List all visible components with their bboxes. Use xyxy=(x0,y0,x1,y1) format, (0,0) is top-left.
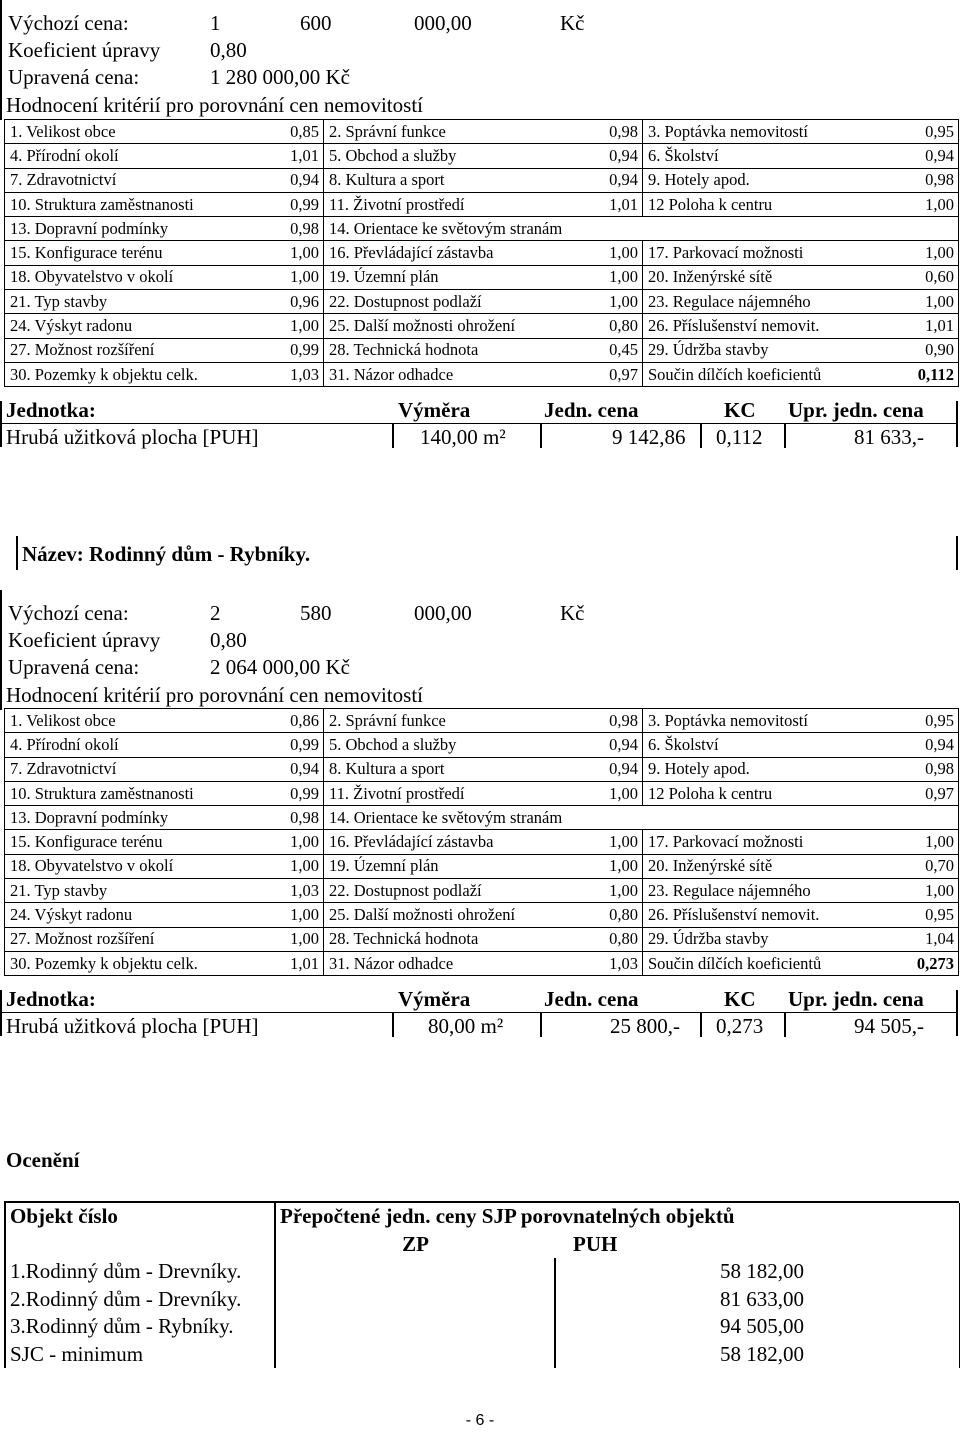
summary-objekt: SJC - minimum xyxy=(5,1341,275,1369)
unit-col-sep xyxy=(784,424,786,448)
criteria-value: 0,97 xyxy=(885,781,959,805)
criteria-label: 16. Převládající zástavba xyxy=(324,830,577,854)
criteria-value: 0,99 xyxy=(262,338,324,362)
nazev-left-border xyxy=(16,536,18,570)
unit-hdr-kc: KC xyxy=(724,987,756,1011)
summary-objekt: 1.Rodinný dům - Drevníky. xyxy=(5,1258,275,1286)
unit-col-sep xyxy=(392,1013,394,1037)
criteria-label: 30. Pozemky k objektu celk. xyxy=(5,362,262,386)
summary-row xyxy=(5,1286,960,1314)
unit-name: Hrubá užitková plocha [PUH] xyxy=(6,425,259,449)
unit-right-border xyxy=(956,990,958,1036)
criteria-row xyxy=(5,757,959,781)
criteria-row xyxy=(5,290,959,314)
criteria-value: 0,95 xyxy=(885,120,959,144)
page-number: - 6 - xyxy=(465,1412,495,1429)
unit-col-sep xyxy=(700,1013,702,1037)
criteria-label: 29. Údržba stavby xyxy=(643,927,885,951)
criteria-label: 5. Obchod a služby xyxy=(324,144,577,168)
criteria-value: 1,00 xyxy=(885,830,959,854)
criteria-value: 1,00 xyxy=(262,927,324,951)
vychozi-cena-label: Výchozí cena: xyxy=(8,601,129,625)
criteria-label: 1. Velikost obce xyxy=(5,120,262,144)
criteria-label: 7. Zdravotnictví xyxy=(5,168,262,192)
criteria-label: 27. Možnost rozšíření xyxy=(5,338,262,362)
summary-zp xyxy=(275,1341,555,1369)
criteria-value: 0,95 xyxy=(885,903,959,927)
unit-hdr-upr: Upr. jedn. cena xyxy=(788,987,924,1011)
criteria-value: 1,03 xyxy=(577,951,643,975)
unit-table-2 xyxy=(0,986,960,1040)
criteria-label: 16. Převládající zástavba xyxy=(324,241,577,265)
criteria-row xyxy=(5,338,959,362)
criteria-label: 25. Další možnosti ohrožení xyxy=(324,314,577,338)
criteria-label: 22. Dostupnost podlaží xyxy=(324,290,577,314)
criteria-label: 10. Struktura zaměstnanosti xyxy=(5,781,262,805)
criteria-value: 1,00 xyxy=(262,314,324,338)
criteria-value: 1,00 xyxy=(262,854,324,878)
criteria-label: 3. Poptávka nemovitostí xyxy=(643,709,885,733)
summary-puh: 58 182,00 xyxy=(555,1341,960,1369)
criteria-value: 0,98 xyxy=(885,757,959,781)
summary-puh: 94 505,00 xyxy=(555,1313,960,1341)
criteria-value: 0,99 xyxy=(262,781,324,805)
criteria-title: Hodnocení kritérií pro porovnání cen nemovitostí xyxy=(6,683,423,707)
unit-table-1 xyxy=(0,397,960,451)
criteria-value: 1,00 xyxy=(577,854,643,878)
unit-kc: 0,112 xyxy=(716,425,763,449)
vychozi-cena-currency: Kč xyxy=(560,11,585,35)
criteria-label: 28. Technická hodnota xyxy=(324,927,577,951)
criteria-row xyxy=(5,168,959,192)
criteria-label: 13. Dopravní podmínky xyxy=(5,217,262,241)
criteria-label: 26. Příslušenství nemovit. xyxy=(643,314,885,338)
summary-objekt: 2.Rodinný dům - Drevníky. xyxy=(5,1286,275,1314)
criteria-label: 28. Technická hodnota xyxy=(324,338,577,362)
criteria-value: 0,80 xyxy=(577,927,643,951)
criteria-label: 5. Obchod a služby xyxy=(324,733,577,757)
summary-row xyxy=(5,1258,960,1286)
summary-puh: 58 182,00 xyxy=(555,1258,960,1286)
criteria-value: 0,94 xyxy=(262,168,324,192)
criteria-row xyxy=(5,830,959,854)
criteria-row xyxy=(5,927,959,951)
summary-subheader-row xyxy=(5,1231,960,1259)
summary-zp xyxy=(275,1313,555,1341)
unit-hdr-vymera: Výměra xyxy=(398,398,471,422)
criteria-value: 0,98 xyxy=(262,806,324,830)
criteria-label: Součin dílčích koeficientů xyxy=(643,362,885,386)
criteria-value: 0,86 xyxy=(262,709,324,733)
criteria-value: 1,01 xyxy=(262,951,324,975)
criteria-label: 4. Přírodní okolí xyxy=(5,733,262,757)
criteria-value: 1,00 xyxy=(885,879,959,903)
nazev-title: Název: Rodinný dům - Rybníky. xyxy=(22,542,311,566)
unit-hdr-jednotka: Jednotka: xyxy=(6,987,96,1011)
criteria-label: 13. Dopravní podmínky xyxy=(5,806,262,830)
criteria-label: 21. Typ stavby xyxy=(5,290,262,314)
criteria-value: 1,00 xyxy=(577,830,643,854)
criteria-label: 24. Výskyt radonu xyxy=(5,903,262,927)
criteria-value: 1,00 xyxy=(577,241,643,265)
criteria-value: 1,01 xyxy=(577,192,643,216)
unit-hdr-upr: Upr. jedn. cena xyxy=(788,398,924,422)
unit-hdr-jedn-cena: Jedn. cena xyxy=(544,398,639,422)
summary-table xyxy=(4,1203,960,1368)
summary-sub-puh: PUH xyxy=(555,1231,960,1259)
criteria-label: 24. Výskyt radonu xyxy=(5,314,262,338)
criteria-label: 25. Další možnosti ohrožení xyxy=(324,903,577,927)
criteria-row xyxy=(5,951,959,975)
criteria-label: 22. Dostupnost podlaží xyxy=(324,879,577,903)
criteria-value: 1,04 xyxy=(885,927,959,951)
left-border xyxy=(0,590,2,710)
criteria-label: 14. Orientace ke světovým stranám xyxy=(324,217,959,241)
criteria-label: 23. Regulace nájemného xyxy=(643,879,885,903)
criteria-value: 1,01 xyxy=(262,144,324,168)
oceneni-title: Ocenění xyxy=(6,1148,80,1172)
criteria-label: 15. Konfigurace terénu xyxy=(5,241,262,265)
criteria-label: 12 Poloha k centru xyxy=(643,192,885,216)
criteria-label: 2. Správní funkce xyxy=(324,709,577,733)
criteria-row xyxy=(5,120,959,144)
criteria-label: 18. Obyvatelstvo v okolí xyxy=(5,854,262,878)
unit-name: Hrubá užitková plocha [PUH] xyxy=(6,1014,259,1038)
unit-upr: 81 633,- xyxy=(854,425,924,449)
criteria-value: 1,00 xyxy=(577,265,643,289)
criteria-value: 0,85 xyxy=(262,120,324,144)
criteria-value: 0,98 xyxy=(577,709,643,733)
criteria-label: 15. Konfigurace terénu xyxy=(5,830,262,854)
upravena-cena-value: 2 064 000,00 Kč xyxy=(210,655,350,679)
vychozi-cena-currency: Kč xyxy=(560,601,585,625)
summary-puh: 81 633,00 xyxy=(555,1286,960,1314)
criteria-value: 1,00 xyxy=(885,192,959,216)
unit-hdr-jedn-cena: Jedn. cena xyxy=(544,987,639,1011)
criteria-label: 6. Školství xyxy=(643,733,885,757)
criteria-value: 0,98 xyxy=(262,217,324,241)
criteria-label: 26. Příslušenství nemovit. xyxy=(643,903,885,927)
koeficient-label: Koeficient úpravy xyxy=(8,38,161,62)
criteria-row xyxy=(5,709,959,733)
criteria-row xyxy=(5,314,959,338)
vychozi-cena-c: 000,00 xyxy=(414,601,472,625)
unit-right-border xyxy=(956,401,958,447)
criteria-table-2 xyxy=(4,708,959,976)
criteria-label: 1. Velikost obce xyxy=(5,709,262,733)
upravena-cena-label: Upravená cena: xyxy=(8,65,140,89)
criteria-label: 7. Zdravotnictví xyxy=(5,757,262,781)
criteria-label: 11. Životní prostředí xyxy=(324,192,577,216)
unit-kc: 0,273 xyxy=(716,1014,764,1038)
criteria-label: 29. Údržba stavby xyxy=(643,338,885,362)
criteria-value: 0,94 xyxy=(885,144,959,168)
unit-left-border xyxy=(0,401,2,447)
criteria-row xyxy=(5,806,959,830)
unit-col-sep xyxy=(700,424,702,448)
criteria-row xyxy=(5,217,959,241)
criteria-label: 17. Parkovací možnosti xyxy=(643,241,885,265)
criteria-label: 31. Názor odhadce xyxy=(324,362,577,386)
criteria-label: 12 Poloha k centru xyxy=(643,781,885,805)
criteria-label: 10. Struktura zaměstnanosti xyxy=(5,192,262,216)
criteria-row xyxy=(5,362,959,386)
criteria-label: 30. Pozemky k objektu celk. xyxy=(5,951,262,975)
criteria-row xyxy=(5,265,959,289)
upravena-cena-label: Upravená cena: xyxy=(8,655,140,679)
criteria-value: 1,00 xyxy=(885,290,959,314)
summary-col-objekt: Objekt číslo xyxy=(5,1203,275,1231)
criteria-label: 3. Poptávka nemovitostí xyxy=(643,120,885,144)
criteria-row xyxy=(5,733,959,757)
criteria-value: 1,03 xyxy=(262,362,324,386)
criteria-table-1 xyxy=(4,119,959,387)
summary-zp xyxy=(275,1286,555,1314)
criteria-label: 19. Územní plán xyxy=(324,265,577,289)
criteria-label: 23. Regulace nájemného xyxy=(643,290,885,314)
criteria-value: 1,00 xyxy=(885,241,959,265)
criteria-label: 27. Možnost rozšíření xyxy=(5,927,262,951)
criteria-value: 0,99 xyxy=(262,733,324,757)
criteria-value: 0,94 xyxy=(577,144,643,168)
criteria-value: 0,273 xyxy=(885,951,959,975)
criteria-label: 8. Kultura a sport xyxy=(324,757,577,781)
unit-jedn-cena: 25 800,- xyxy=(610,1014,680,1038)
summary-zp xyxy=(275,1258,555,1286)
unit-hdr-jednotka: Jednotka: xyxy=(6,398,96,422)
summary-objekt: 3.Rodinný dům - Rybníky. xyxy=(5,1313,275,1341)
vychozi-cena-a: 2 xyxy=(210,601,221,625)
unit-hdr-vymera: Výměra xyxy=(398,987,471,1011)
criteria-label: 18. Obyvatelstvo v okolí xyxy=(5,265,262,289)
left-border xyxy=(0,0,2,120)
criteria-value: 0,80 xyxy=(577,314,643,338)
criteria-value: 0,60 xyxy=(885,265,959,289)
criteria-label: 14. Orientace ke světovým stranám xyxy=(324,806,959,830)
criteria-label: 17. Parkovací možnosti xyxy=(643,830,885,854)
unit-col-sep xyxy=(392,424,394,448)
upravena-cena-value: 1 280 000,00 Kč xyxy=(210,65,350,89)
criteria-label: 9. Hotely apod. xyxy=(643,168,885,192)
criteria-value: 0,112 xyxy=(885,362,959,386)
criteria-value: 1,00 xyxy=(577,290,643,314)
criteria-value: 0,94 xyxy=(577,168,643,192)
criteria-value: 0,94 xyxy=(577,757,643,781)
criteria-label: 20. Inženýrské sítě xyxy=(643,265,885,289)
criteria-value: 1,00 xyxy=(577,879,643,903)
criteria-label: 20. Inženýrské sítě xyxy=(643,854,885,878)
criteria-row xyxy=(5,144,959,168)
vychozi-cena-b: 580 xyxy=(300,601,332,625)
criteria-title: Hodnocení kritérií pro porovnání cen nemovitostí xyxy=(6,93,423,117)
summary-row xyxy=(5,1341,960,1369)
criteria-value: 0,80 xyxy=(577,903,643,927)
criteria-value: 1,00 xyxy=(262,265,324,289)
criteria-value: 1,01 xyxy=(885,314,959,338)
vychozi-cena-c: 000,00 xyxy=(414,11,472,35)
criteria-label: 11. Životní prostředí xyxy=(324,781,577,805)
koeficient-value: 0,80 xyxy=(210,38,247,62)
criteria-value: 1,00 xyxy=(262,241,324,265)
unit-vymera: 80,00 m² xyxy=(428,1014,504,1038)
vychozi-cena-b: 600 xyxy=(300,11,332,35)
unit-col-sep xyxy=(540,1013,542,1037)
criteria-value: 1,00 xyxy=(577,781,643,805)
criteria-label: 19. Územní plán xyxy=(324,854,577,878)
criteria-value: 0,94 xyxy=(577,733,643,757)
criteria-label: Součin dílčích koeficientů xyxy=(643,951,885,975)
criteria-value: 0,70 xyxy=(885,854,959,878)
criteria-label: 2. Správní funkce xyxy=(324,120,577,144)
criteria-label: 6. Školství xyxy=(643,144,885,168)
unit-jedn-cena: 9 142,86 xyxy=(612,425,686,449)
criteria-row xyxy=(5,854,959,878)
summary-col-prepoctene: Přepočtené jedn. ceny SJP porovnatelných objektů xyxy=(275,1203,960,1231)
nazev-right-border xyxy=(956,536,958,570)
criteria-label: 31. Názor odhadce xyxy=(324,951,577,975)
criteria-value: 0,99 xyxy=(262,192,324,216)
vychozi-cena-a: 1 xyxy=(210,11,221,35)
summary-sub-zp: ZP xyxy=(275,1231,555,1259)
summary-header-row xyxy=(5,1203,960,1231)
criteria-row xyxy=(5,192,959,216)
criteria-value: 0,94 xyxy=(262,757,324,781)
unit-vymera: 140,00 m² xyxy=(420,425,506,449)
criteria-value: 0,45 xyxy=(577,338,643,362)
summary-sub-empty xyxy=(5,1231,275,1259)
criteria-value: 0,95 xyxy=(885,709,959,733)
criteria-value: 0,98 xyxy=(885,168,959,192)
criteria-row xyxy=(5,781,959,805)
criteria-value: 0,96 xyxy=(262,290,324,314)
criteria-label: 9. Hotely apod. xyxy=(643,757,885,781)
criteria-label: 4. Přírodní okolí xyxy=(5,144,262,168)
criteria-label: 8. Kultura a sport xyxy=(324,168,577,192)
unit-hdr-kc: KC xyxy=(724,398,756,422)
koeficient-value: 0,80 xyxy=(210,628,247,652)
criteria-value: 0,94 xyxy=(885,733,959,757)
criteria-row xyxy=(5,241,959,265)
criteria-value: 0,90 xyxy=(885,338,959,362)
summary-row xyxy=(5,1313,960,1341)
criteria-row xyxy=(5,903,959,927)
criteria-label: 21. Typ stavby xyxy=(5,879,262,903)
unit-upr: 94 505,- xyxy=(854,1014,924,1038)
unit-col-sep xyxy=(540,424,542,448)
criteria-value: 1,00 xyxy=(262,903,324,927)
criteria-value: 0,97 xyxy=(577,362,643,386)
vychozi-cena-label: Výchozí cena: xyxy=(8,11,129,35)
criteria-value: 1,03 xyxy=(262,879,324,903)
criteria-row xyxy=(5,879,959,903)
unit-col-sep xyxy=(784,1013,786,1037)
criteria-value: 1,00 xyxy=(262,830,324,854)
criteria-value: 0,98 xyxy=(577,120,643,144)
unit-left-border xyxy=(0,990,2,1036)
koeficient-label: Koeficient úpravy xyxy=(8,628,161,652)
